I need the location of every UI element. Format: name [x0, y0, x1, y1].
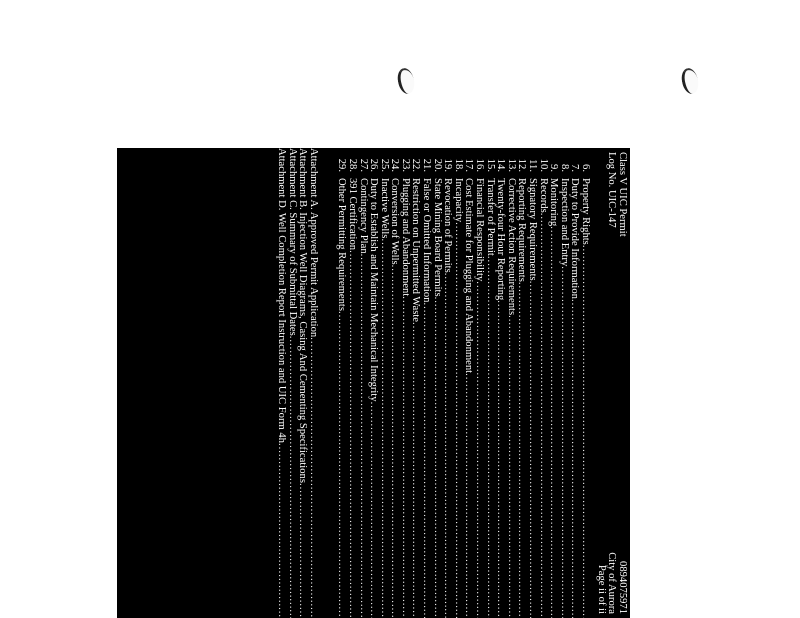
dot-leader: [307, 337, 318, 618]
toc-item: [431, 152, 442, 618]
toc-label: Conversion of Wells: [389, 178, 401, 265]
toc-label: 391 Certification: [346, 178, 358, 251]
toc-number: 18.: [452, 158, 464, 172]
punch-hole: [679, 67, 700, 96]
toc-number: 22.: [410, 158, 422, 172]
dot-leader: [516, 282, 527, 618]
toc-item: [495, 152, 506, 618]
toc-number: 23.: [399, 158, 411, 172]
toc-number: 12.: [516, 158, 528, 172]
toc-number: 24.: [389, 158, 401, 172]
dot-leader: [463, 373, 474, 618]
attachment-item: [286, 148, 297, 618]
toc-label: Inspection and Entry: [558, 178, 570, 267]
toc-item: [579, 152, 590, 618]
toc-number: 26.: [368, 158, 380, 172]
punch-hole: [395, 67, 416, 96]
toc-label: False or Omitted Information: [421, 178, 433, 303]
dot-leader: [410, 322, 421, 618]
attachment-item: [276, 148, 287, 618]
attachment-label: Attachment B. Injection Well Diagrams, Casing And Cementing Specifications: [297, 148, 309, 483]
toc-number: 25.: [378, 158, 390, 172]
toc-item: [410, 152, 421, 618]
toc-label: Monitoring: [548, 178, 560, 227]
toc-number: 29.: [336, 158, 348, 172]
dot-leader: [431, 297, 442, 618]
toc-label: Cost Estimate for Plugging and Abandonment: [463, 178, 475, 374]
toc-label: Duty to Establish and Maintain Mechanical Integrity: [368, 178, 380, 402]
toc-label: Financial Responsibility: [474, 178, 486, 282]
dot-leader: [286, 336, 297, 618]
toc-number: 9.: [548, 164, 560, 172]
toc-label: Plugging and Abandonment: [399, 178, 411, 297]
toc-item: [569, 152, 580, 618]
dot-leader: [276, 443, 287, 618]
dot-leader: [569, 299, 580, 618]
toc-label: Restriction on Unpermitted Waste: [410, 178, 422, 322]
toc-number: 14.: [495, 158, 507, 172]
toc-number: 7.: [569, 164, 581, 172]
toc-label: State Mining Board Permits: [431, 178, 443, 297]
toc-label: Property Rights: [580, 178, 591, 245]
toc-item: [421, 152, 432, 618]
toc-number: 20.: [431, 158, 443, 172]
toc-label: Contingency Plan: [357, 178, 369, 254]
toc-label: Revocation of Permits: [442, 178, 454, 273]
toc-label: Transfer of Permit: [484, 178, 496, 256]
toc-item: [346, 152, 357, 618]
toc-label: Inactive Wells: [378, 178, 390, 239]
dot-leader: [378, 238, 389, 618]
dot-leader: [357, 254, 368, 618]
dot-leader: [579, 245, 590, 618]
dot-leader: [346, 250, 357, 618]
toc-number: 10.: [537, 158, 549, 172]
header-right: [595, 552, 627, 614]
page-number: Page ii of ii: [595, 564, 607, 614]
toc-item: [537, 152, 548, 618]
attachment-item: [307, 148, 318, 618]
toc-label: Duty to Provide Information: [569, 178, 581, 299]
table-of-contents: [336, 152, 590, 618]
toc-item: [463, 152, 474, 618]
dot-leader: [558, 266, 569, 618]
toc-label: Corrective Action Requirements: [505, 178, 517, 316]
toc-number: 17.: [463, 158, 475, 172]
document-id: 0894075971: [617, 561, 628, 614]
toc-item: [548, 152, 559, 618]
toc-item: [484, 152, 495, 618]
dot-leader: [368, 402, 379, 618]
attachment-label: Attachment A. Approved Permit Application: [308, 148, 319, 338]
attachment-label: Attachment C. Summary of Submittal Dates: [286, 148, 298, 336]
toc-label: Twenty-four Hour Reporting: [495, 178, 507, 301]
toc-item: [357, 152, 368, 618]
dot-leader: [399, 296, 410, 618]
page-content: [117, 148, 630, 618]
header-left: [606, 152, 627, 237]
toc-item: [336, 152, 347, 618]
city-name: City of Aurora: [606, 552, 618, 614]
toc-number: 6.: [580, 164, 591, 172]
toc-item: [526, 152, 537, 618]
scanned-page: [117, 148, 630, 618]
dot-leader: [537, 213, 548, 618]
dot-leader: [336, 311, 347, 618]
dot-leader: [548, 226, 559, 618]
toc-label: Records: [537, 178, 549, 213]
toc-item: [558, 152, 569, 618]
toc-number: 16.: [474, 158, 486, 172]
attachments-list: [276, 148, 318, 618]
toc-label: Reporting Requirements: [516, 178, 528, 282]
toc-label: Signatory Requirements: [527, 178, 539, 281]
dot-leader: [505, 315, 516, 618]
toc-label: Other Permitting Requirements: [336, 178, 348, 311]
toc-number: 15.: [484, 158, 496, 172]
dot-leader: [452, 222, 463, 618]
attachment-item: [297, 148, 308, 618]
toc-number: 11.: [527, 159, 539, 172]
toc-item: [442, 152, 453, 618]
toc-label: Incapacity: [452, 178, 464, 223]
toc-item: [399, 152, 410, 618]
dot-leader: [473, 281, 484, 618]
attachment-label: Attachment D. Well Completion Report Instruction and UIC Form 4h: [276, 148, 288, 443]
toc-item: [505, 152, 516, 618]
toc-number: 21.: [421, 158, 433, 172]
toc-number: 13.: [505, 158, 517, 172]
dot-leader: [484, 256, 495, 618]
toc-item: [389, 152, 400, 618]
permit-class: Class V UIC Permit: [617, 152, 628, 237]
toc-number: 19.: [442, 158, 454, 172]
toc-item: [473, 152, 484, 618]
toc-number: 27.: [357, 158, 369, 172]
dot-leader: [297, 483, 308, 618]
log-number: Log No. UIC-147: [606, 152, 618, 228]
dot-leader: [526, 281, 537, 618]
dot-leader: [442, 273, 453, 618]
toc-item: [516, 152, 527, 618]
toc-item: [368, 152, 379, 618]
dot-leader: [495, 300, 506, 618]
toc-item: [378, 152, 389, 618]
toc-number: 8.: [558, 164, 570, 172]
dot-leader: [389, 265, 400, 618]
dot-leader: [421, 302, 432, 618]
toc-number: 28.: [346, 158, 358, 172]
toc-item: [452, 152, 463, 618]
